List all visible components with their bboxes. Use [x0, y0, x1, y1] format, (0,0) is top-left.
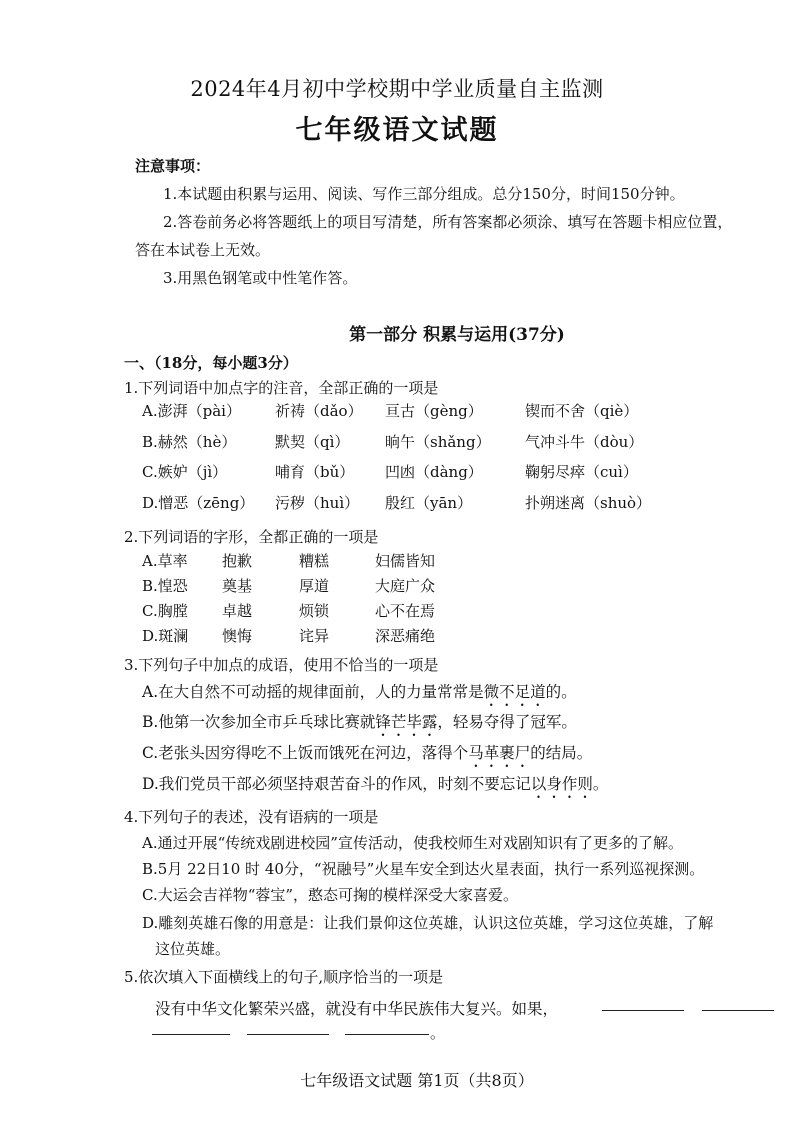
passage-text: 没有中华文化繁荣兴盛，就没有中华民族伟大复兴。如果，	[155, 1000, 559, 1018]
section-heading: 一、（18分，每小题3分）	[124, 354, 298, 372]
option-word: 污秽（huì）	[275, 494, 360, 512]
option-word: B.惶恐	[142, 577, 188, 595]
option-word: 糟糕	[299, 552, 330, 570]
question-3-option-b	[142, 710, 577, 740]
part-title: 第一部分 积累与运用(37分)	[349, 325, 565, 345]
option-text: 。	[592, 775, 609, 793]
option-text: ，轻易夺得了冠军。	[437, 713, 577, 731]
option-word: 诧异	[299, 627, 330, 645]
option-text: B.他第一次参加全市乒乓球比赛就	[142, 713, 376, 731]
option-text: C.老张头因穷得吃不上饭而饿死在河边，落得个	[142, 744, 469, 762]
question-1-stem: 1.下列词语中加点字的注音，全部正确的一项是	[124, 379, 439, 397]
option-word: C.胸膛	[142, 602, 188, 620]
period-mark: 。	[430, 1024, 446, 1042]
answer-blank[interactable]	[247, 1020, 329, 1035]
dotted-idiom: 以身作则	[530, 775, 593, 793]
option-word: 凹凼（dàng）	[385, 463, 483, 481]
option-word: 奠基	[222, 577, 253, 595]
question-4-option-d: D.雕刻英雄石像的用意是：让我们景仰这位英雄，认识这位英雄，学习这位英雄，了解	[142, 914, 714, 932]
option-word: 扑朔迷离（shuò）	[525, 494, 652, 512]
option-text: 的。	[545, 683, 577, 701]
question-4-stem: 4.下列句子的表述，没有语病的一项是	[124, 808, 379, 826]
option-word: 烦锁	[299, 602, 330, 620]
option-word: 殷红（yān）	[385, 494, 473, 512]
option-word: 锲而不舍（qiè）	[525, 402, 639, 420]
question-5-passage	[155, 997, 558, 1019]
question-2-stem: 2.下列词语的字形，全都正确的一项是	[124, 528, 379, 546]
option-word: D.斑澜	[142, 627, 189, 645]
notice-heading: 注意事项：	[135, 157, 211, 175]
option-word: 鞠躬尽瘁（cuì）	[525, 463, 638, 481]
option-word: 抱歉	[222, 552, 253, 570]
question-3-option-c	[142, 741, 592, 771]
option-word: 深恶痛绝	[375, 627, 436, 645]
answer-blank[interactable]	[345, 1020, 429, 1035]
question-3-option-a	[142, 680, 577, 710]
question-4-option-b: B.5月 22日10 时 40分，“祝融号”火星车安全到达火星表面，执行一系列巡视探测。	[142, 860, 705, 878]
option-text: 的结局。	[530, 744, 593, 762]
option-word: 厚道	[299, 577, 330, 595]
page-footer: 七年级语文试题 第1页（共8页）	[300, 1071, 534, 1090]
option-word: 亘古（gèng）	[385, 402, 483, 420]
notice-item-continued: 答在本试卷上无效。	[135, 241, 271, 259]
option-word: 默契（qì）	[275, 433, 350, 451]
answer-blank[interactable]	[602, 996, 684, 1011]
option-word: A.澎湃（pài）	[142, 402, 241, 420]
option-word: C.嫉妒（jì）	[142, 463, 228, 481]
question-3-option-d	[142, 772, 608, 802]
notice-item: 2.答卷前务必将答题纸上的项目写清楚，所有答案都必须涂、填写在答题卡相应位置，	[163, 213, 733, 231]
option-word: 晌午（shǎng）	[385, 433, 491, 451]
answer-blank[interactable]	[702, 996, 774, 1011]
question-5-stem: 5.依次填入下面横线上的句子,顺序恰当的一项是	[124, 968, 444, 986]
option-word: D.憎恶（zēng）	[142, 494, 255, 512]
answer-blank[interactable]	[152, 1020, 230, 1035]
option-word: 卓越	[222, 602, 253, 620]
option-word: 大庭广众	[375, 577, 436, 595]
option-word: 妇儒皆知	[375, 552, 436, 570]
question-3-stem: 3.下列句子中加点的成语，使用不恰当的一项是	[124, 656, 439, 674]
option-word: 懊悔	[222, 627, 253, 645]
option-word: 气冲斗牛（dòu）	[525, 433, 644, 451]
question-4-option-d-continued: 这位英雄。	[155, 940, 231, 958]
exam-title: 七年级语文试题	[295, 115, 499, 146]
option-word: A.草率	[142, 552, 188, 570]
dotted-idiom: 微不足道	[483, 683, 546, 701]
dotted-idiom: 锋芒毕露	[375, 713, 438, 731]
question-4-option-c: C.大运会吉祥物“蓉宝”，憨态可掬的模样深受大家喜爱。	[142, 886, 519, 904]
notice-item: 1.本试题由积累与运用、阅读、写作三部分组成。总分150分，时间150分钟。	[163, 185, 685, 203]
exam-header-line1: 2024年4月初中学校期中学业质量自主监测	[190, 77, 604, 101]
option-word: 哺育（bǔ）	[275, 463, 355, 481]
option-word: 祈祷（dǎo）	[275, 402, 363, 420]
option-text: D.我们党员干部必须坚持艰苦奋斗的作风，时刻不要忘记	[142, 775, 531, 793]
dotted-idiom: 马革裹尸	[468, 744, 531, 762]
question-4-option-a: A.通过开展“传统戏剧进校园”宣传活动，使我校师生对戏剧知识有了更多的了解。	[142, 834, 683, 852]
option-word: B.赫然（hè）	[142, 433, 237, 451]
option-word: 心不在焉	[375, 602, 436, 620]
option-text: A.在大自然不可动摇的规律面前，人的力量常常是	[142, 683, 484, 701]
notice-item: 3.用黑色钢笔或中性笔作答。	[163, 269, 358, 287]
